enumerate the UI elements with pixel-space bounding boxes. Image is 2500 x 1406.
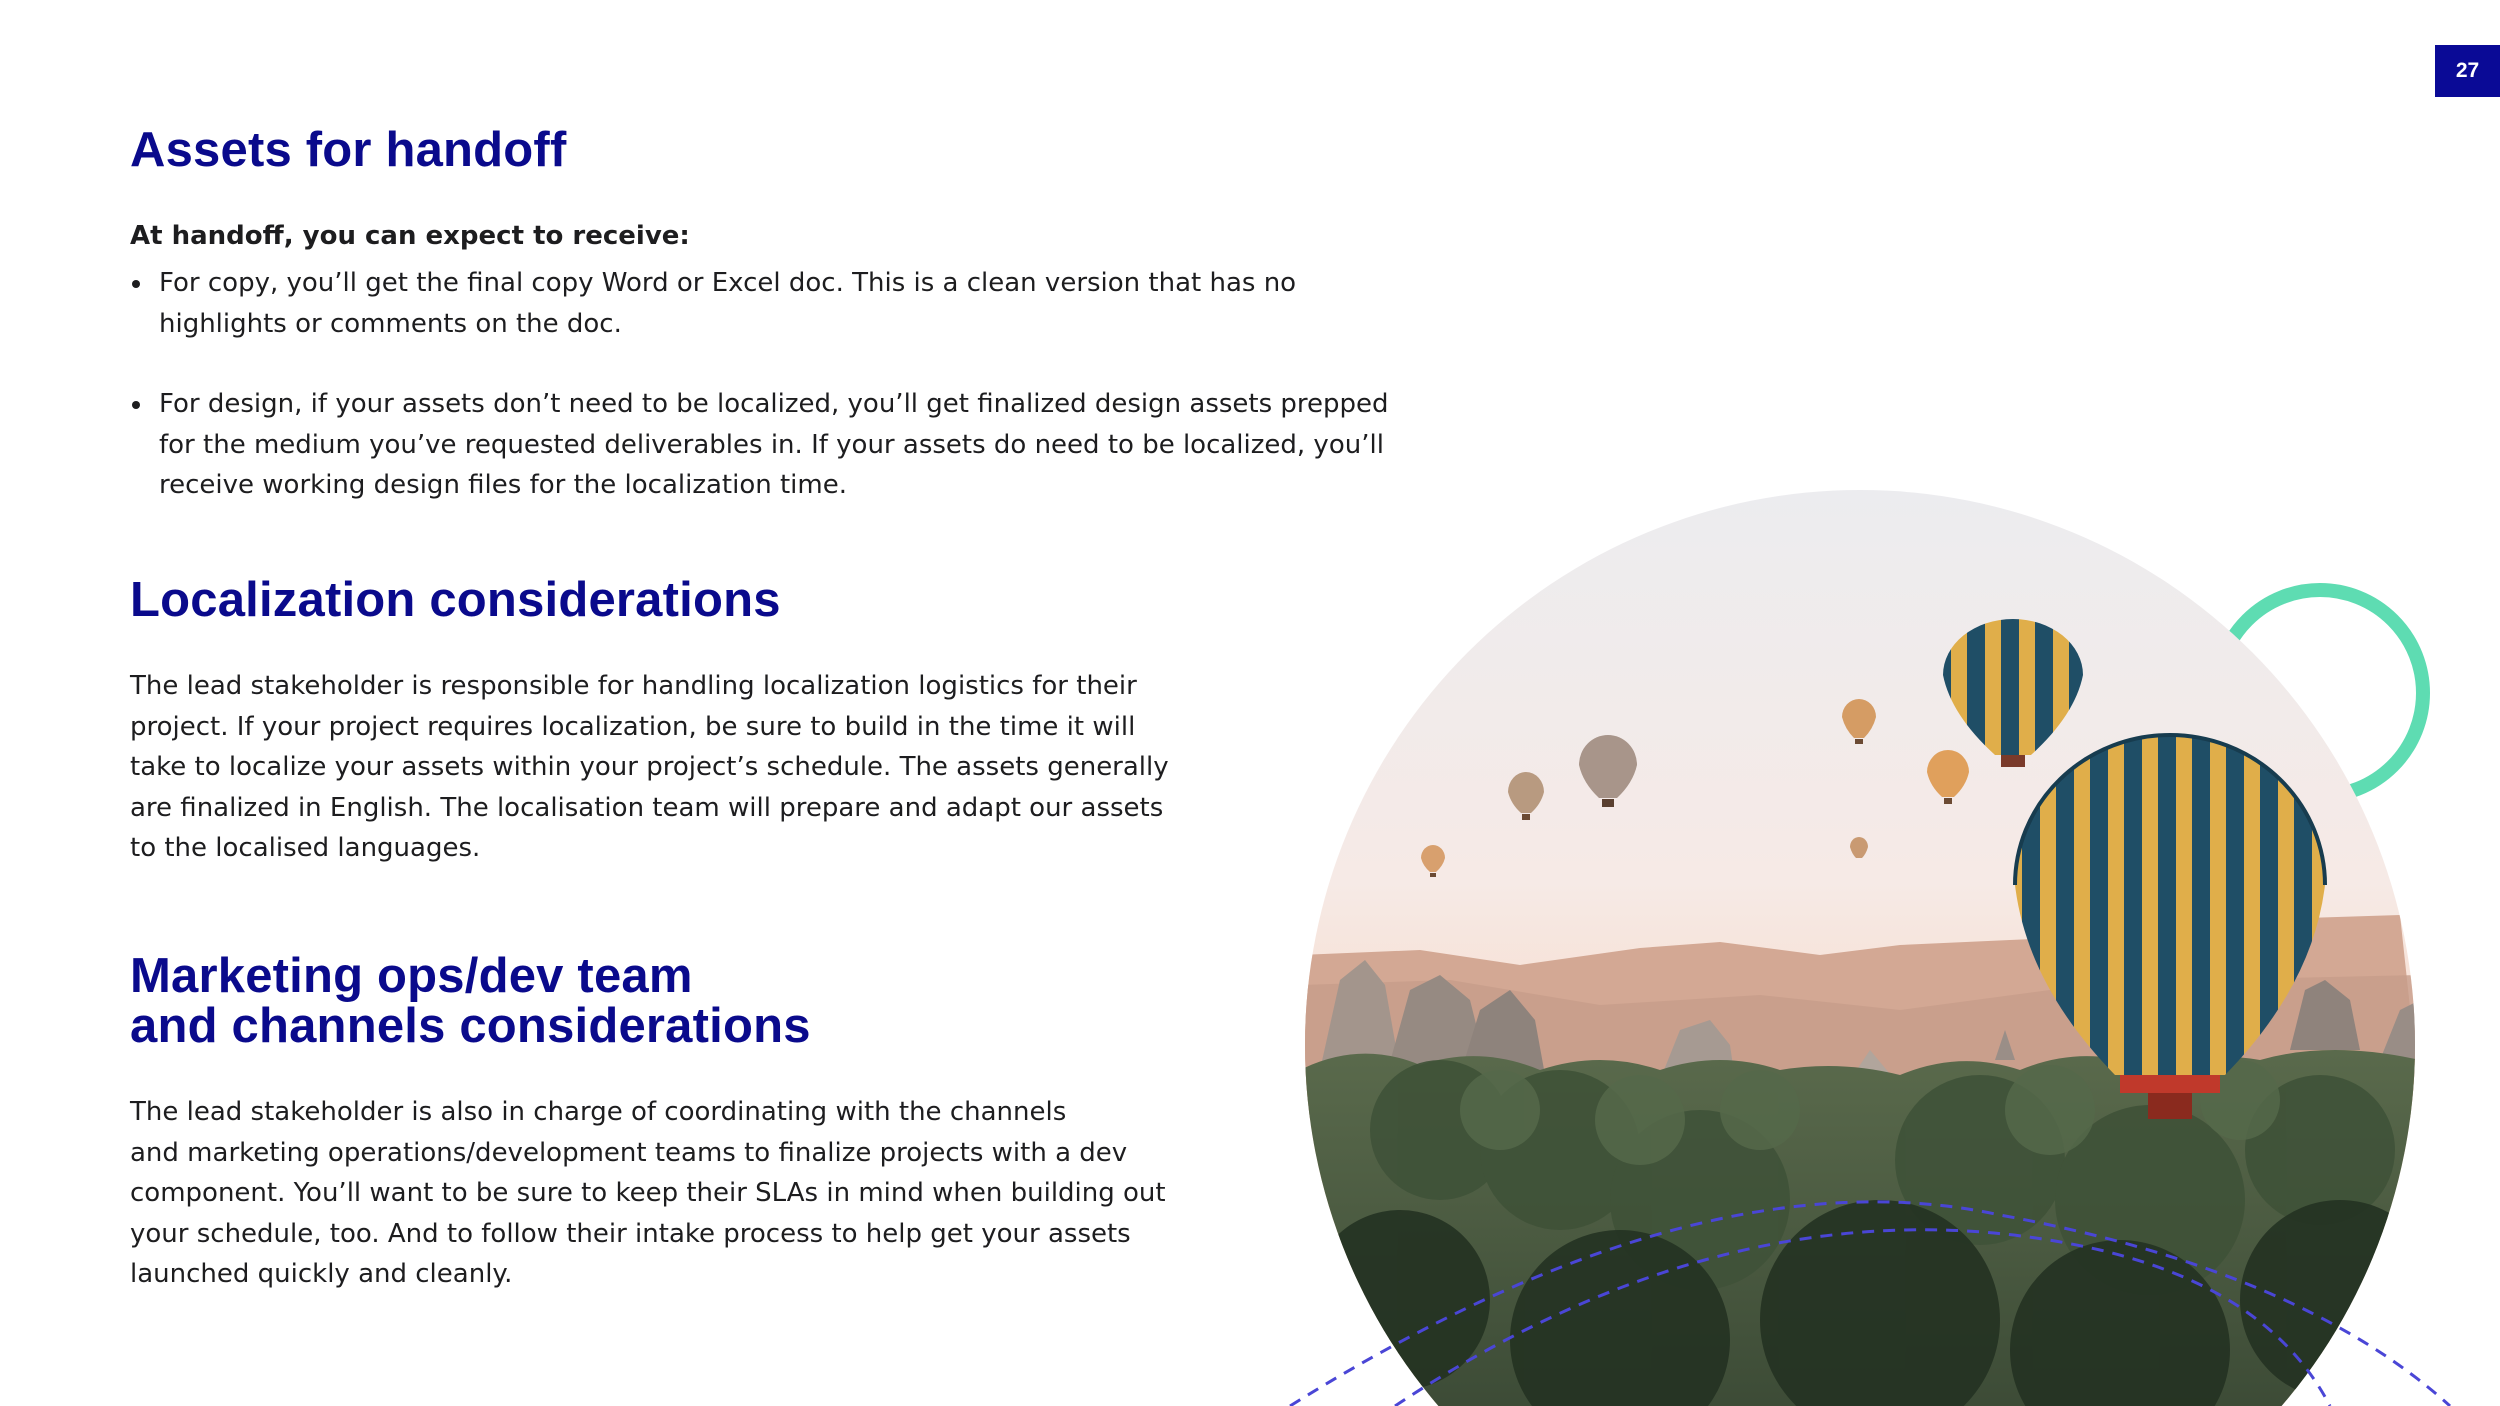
paragraph-line: your schedule, too. And to follow their intake process to help get your assets (130, 1218, 1131, 1249)
bullet-line: highlights or comments on the doc. (159, 308, 622, 339)
bullet-line: receive working design files for the localization time. (159, 470, 847, 500)
heading-assets-for-handoff: Assets for handoff (130, 123, 567, 177)
bullet-line: for the medium you’ve requested deliverables in. If your assets do need to be localized, you’ll (159, 429, 1384, 460)
heading-line: and channels considerations (130, 999, 811, 1053)
bullet-dot-icon (132, 401, 140, 409)
page-number-badge: 27 (2435, 45, 2500, 97)
handoff-lead-text: At handoff, you can expect to receive: (130, 221, 690, 251)
heading-localization-considerations: Localization considerations (130, 573, 781, 627)
handoff-bullet-list (130, 263, 1390, 506)
paragraph-line: The lead stakeholder is also in charge of coordinating with the channels (130, 1097, 1067, 1127)
paragraph-line: launched quickly and cleanly. (130, 1259, 513, 1289)
marketing-paragraph (130, 1092, 1210, 1295)
heading-line: Marketing ops/dev team (130, 949, 693, 1003)
paragraph-line: take to localize your assets within your project’s schedule. The assets generally (130, 752, 1169, 782)
paragraph-line: project. If your project requires localization, be sure to build in the time it will (130, 711, 1136, 742)
paragraph-line: to the localised languages. (130, 833, 481, 863)
paragraph-line: component. You’ll want to be sure to keep their SLAs in mind when building out (130, 1178, 1166, 1208)
heading-marketing-ops-considerations (130, 951, 811, 1051)
bullet-dot-icon (132, 280, 140, 288)
bullet-line: For design, if your assets don’t need to be localized, you’ll get finalized design assets prepped (159, 389, 1389, 419)
paragraph-line: The lead stakeholder is responsible for handling localization logistics for their (130, 671, 1137, 701)
hot-air-balloon-illustration (1250, 470, 2500, 1406)
localization-paragraph (130, 666, 1210, 869)
bullet-design (130, 384, 1390, 506)
bullet-line: For copy, you’ll get the final copy Word or Excel doc. This is a clean version that has no (159, 268, 1297, 298)
paragraph-line: are finalized in English. The localisation team will prepare and adapt our assets (130, 792, 1164, 823)
bullet-copy (130, 263, 1390, 344)
paragraph-line: and marketing operations/development teams to finalize projects with a dev (130, 1137, 1128, 1168)
balloon-photo (1300, 490, 2440, 1406)
